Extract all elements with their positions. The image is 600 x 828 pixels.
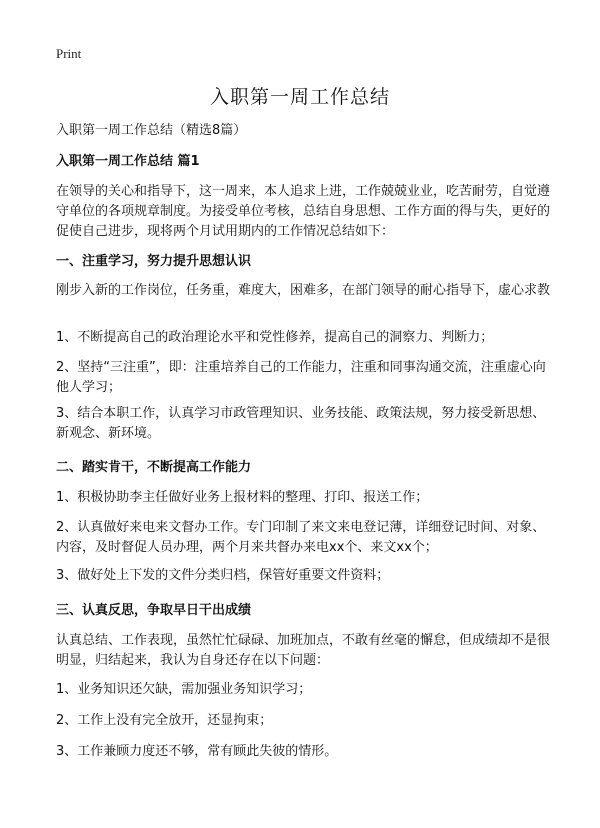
article-heading: 入职第一周工作总结 篇1 [56, 154, 200, 169]
section-heading-2: 二、踏实肯干，不断提高工作能力 [56, 460, 252, 475]
section-1-paragraph-2: 1、不断提高自己的政治理论水平和党性修养，提高自己的洞察力、判断力； [56, 330, 494, 345]
print-label: Print [56, 46, 82, 61]
section-1-paragraph-1: 刚步入新的工作岗位，任务重，难度大，困难多，在部门领导的耐心指导下，虚心求教 [56, 283, 551, 298]
section-2-paragraph-2: 2、认真做好来电来文督办工作。专门印制了来文来电登记薄，详细登记时间、对象、内容，及时督促人员办理，两个月来共督办来电xx个、来文xx个； [56, 520, 546, 555]
section-3-paragraph-4: 3、工作兼顾力度还不够，常有顾此失彼的情形。 [56, 744, 338, 759]
section-3-paragraph-1: 认真总结、工作表现，虽然忙忙碌碌、加班加点，不敢有丝毫的懈怠，但成绩却不是很明显，归结起来，我认为自身还存在以下问题： [56, 633, 551, 668]
document-title: 入职第一周工作总结 [209, 86, 390, 108]
section-heading-1: 一、注重学习，努力提升思想认识 [56, 254, 252, 269]
section-1-paragraph-4: 3、结合本职工作，认真学习市政管理知识、业务技能、政策法规，努力接受新思想、新观念、新环境。 [56, 406, 546, 441]
document-subtitle: 入职第一周工作总结（精选8篇） [56, 123, 247, 138]
section-2-paragraph-3: 3、做好处上下发的文件分类归档，保管好重要文件资料； [56, 568, 390, 583]
section-3-paragraph-3: 2、工作上没有完全放开，还显拘束； [56, 713, 273, 728]
intro-paragraph: 在领导的关心和指导下，这一周来，本人追求上进，工作兢兢业业，吃苦耐劳，自觉遵守单位的各项规章制度。为接受单位考核，总结自身思想、工作方面的得与失，更好的促使自己进步，现将两个月试用期内的工作情况总结如下： [56, 184, 551, 239]
section-1-paragraph-3: 2、坚持“三注重”，即：注重培养自己的工作能力，注重和同事沟通交流，注重虚心向他人学习； [56, 360, 546, 395]
section-2-paragraph-1: 1、积极协助李主任做好业务上报材料的整理、打印、报送工作； [56, 490, 429, 505]
section-heading-3: 三、认真反思，争取早日干出成绩 [56, 603, 252, 618]
section-3-paragraph-2: 1、业务知识还欠缺，需加强业务知识学习； [56, 682, 312, 697]
